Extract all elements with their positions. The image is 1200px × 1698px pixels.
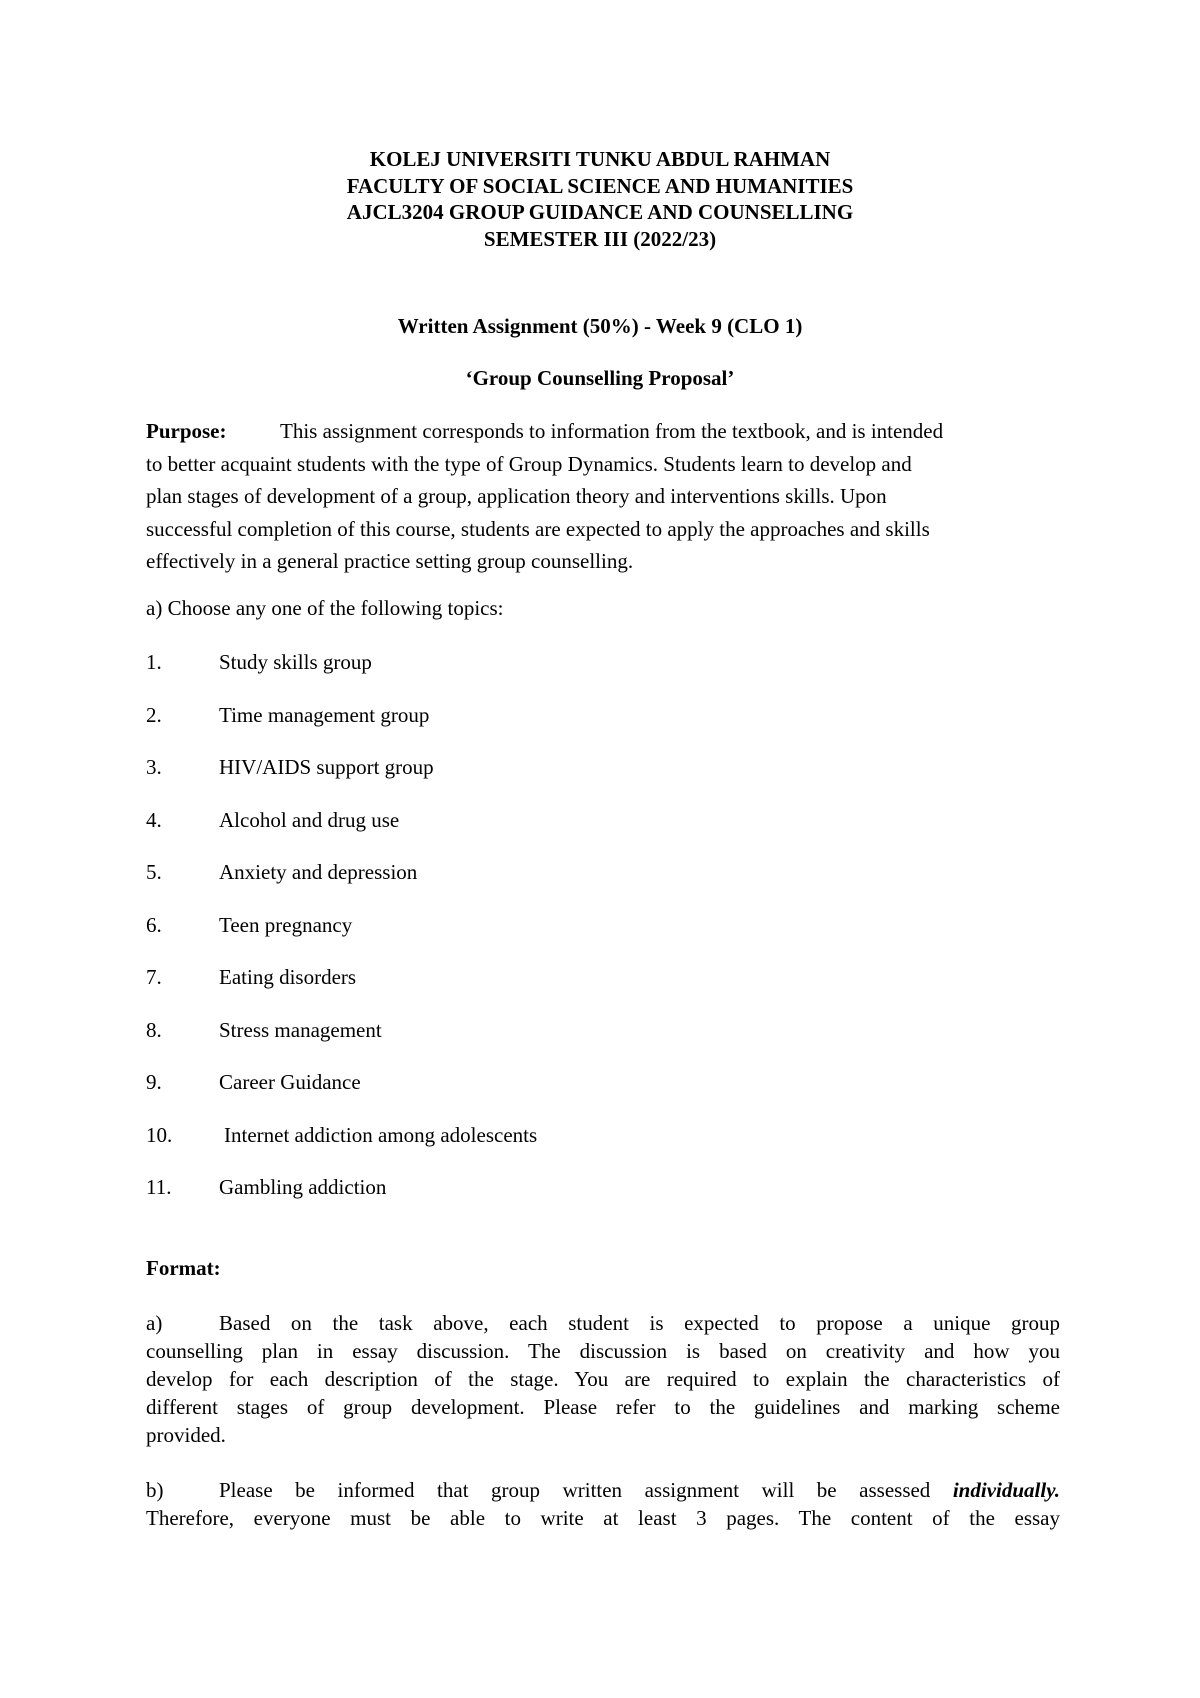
topic-label: Anxiety and depression: [219, 860, 418, 884]
assignment-title: ‘Group Counselling Proposal’: [465, 366, 735, 390]
paragraph-line: [146, 1337, 1060, 1365]
purpose-label: Purpose:: [146, 419, 227, 443]
topic-item: [146, 808, 399, 836]
paragraph-text-run: Please be informed that group written assignment will be assessed: [219, 1478, 931, 1502]
institution-name: KOLEJ UNIVERSITI TUNKU ABDUL RAHMAN: [369, 147, 831, 171]
topic-label: Internet addiction among adolescents: [224, 1123, 538, 1147]
course-title: AJCL3204 GROUP GUIDANCE AND COUNSELLING: [346, 200, 854, 224]
paragraph-text: [219, 1476, 1060, 1504]
purpose-line: effectively in a general practice setting group counselling.: [146, 549, 634, 573]
topic-item: [146, 1175, 386, 1203]
topic-item: [146, 1018, 382, 1046]
item-marker: b): [146, 1478, 164, 1502]
paragraph-text: [219, 1309, 1060, 1337]
paragraph-text-run: counselling plan in essay discussion. The discussion is based on creativity and how you: [146, 1339, 1060, 1363]
topic-label: Stress management: [219, 1018, 382, 1042]
topics-intro: a) Choose any one of the following topics:: [146, 596, 504, 620]
topic-label: Alcohol and drug use: [219, 808, 400, 832]
topic-number: 9.: [146, 1070, 162, 1094]
paragraph-line: [146, 1393, 1060, 1421]
topic-number: 10.: [146, 1123, 173, 1147]
semester-label: SEMESTER III (2022/23): [483, 226, 717, 251]
paragraph-text-run: [219, 1476, 1060, 1504]
topic-label: Eating disorders: [219, 965, 357, 989]
purpose-line: [146, 415, 1060, 448]
topic-label: Study skills group: [219, 650, 372, 674]
paragraph-line: [146, 1365, 1060, 1393]
topic-item: [146, 1070, 361, 1098]
format-item-b: [146, 1476, 1060, 1532]
topic-number: 6.: [146, 913, 162, 937]
faculty-name: FACULTY OF SOCIAL SCIENCE AND HUMANITIES: [346, 173, 854, 198]
format-item-a: [146, 1309, 1060, 1449]
paragraph-line: provided.: [146, 1423, 226, 1447]
topic-number: 11.: [146, 1175, 172, 1199]
topic-label: Teen pregnancy: [219, 913, 353, 937]
topic-item: [146, 703, 429, 731]
paragraph-line: [146, 1309, 1060, 1337]
purpose-line: to better acquaint students with the type of Group Dynamics. Students learn to develop and: [146, 451, 912, 476]
topic-item: [146, 860, 417, 888]
purpose-line: successful completion of this course, students are expected to apply the approaches and skills: [146, 516, 930, 541]
item-marker: a): [146, 1311, 163, 1335]
topic-label: Time management group: [219, 703, 430, 727]
format-heading: Format:: [146, 1256, 221, 1280]
topic-number: 4.: [146, 808, 162, 832]
topic-label: Career Guidance: [219, 1070, 361, 1094]
paragraph-line: [146, 1476, 1060, 1504]
topic-number: 7.: [146, 965, 162, 989]
paragraph-text-run: Based on the task above, each student is expected to propose a unique group: [219, 1311, 1060, 1335]
document-header: [0, 146, 1200, 252]
topic-number: 5.: [146, 860, 162, 884]
paragraph-line: [146, 1504, 1060, 1532]
topic-label: HIV/AIDS support group: [219, 755, 434, 779]
topic-item: [146, 965, 356, 993]
purpose-line: plan stages of development of a group, application theory and interventions skills. Upon: [146, 484, 887, 508]
topic-item: [146, 755, 434, 783]
paragraph-text-run: develop for each description of the stage. You are required to explain the characteristics of: [146, 1367, 1060, 1391]
topic-label: Gambling addiction: [219, 1175, 387, 1199]
topic-item: [146, 913, 352, 941]
topic-item: [146, 1123, 537, 1151]
assignment-heading: Written Assignment (50%) - Week 9 (CLO 1): [397, 314, 803, 338]
topic-number: 3.: [146, 755, 162, 779]
purpose-section: [146, 415, 1060, 578]
purpose-text: This assignment corresponds to information from the textbook, and is intended: [280, 419, 944, 443]
emphasis-text: individually.: [952, 1478, 1060, 1502]
topic-item: [146, 650, 372, 678]
topic-number: 2.: [146, 703, 162, 727]
topic-number: 1.: [146, 650, 162, 674]
topic-number: 8.: [146, 1018, 162, 1042]
paragraph-text-run: different stages of group development. Please refer to the guidelines and marking scheme: [146, 1395, 1060, 1419]
paragraph-text-run: Therefore, everyone must be able to write at least 3 pages. The content of the essay: [146, 1506, 1060, 1530]
